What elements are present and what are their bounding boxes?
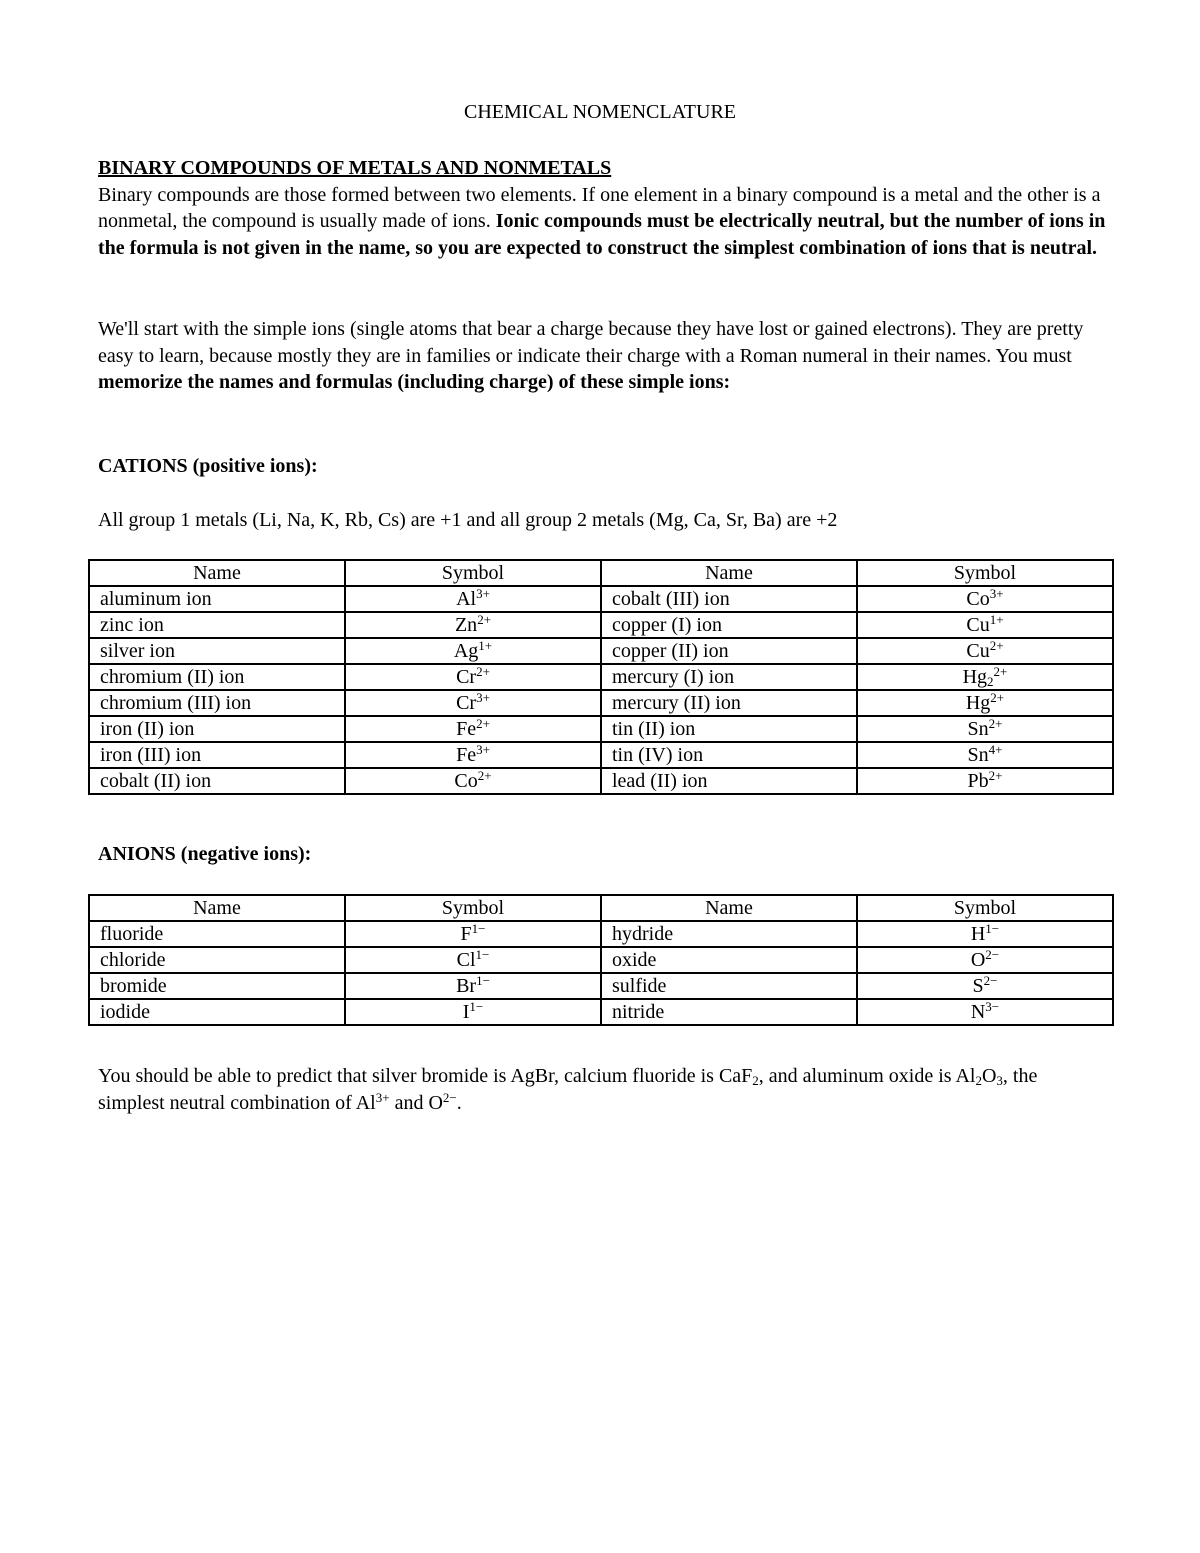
ion-name-cell: fluoride [89, 921, 345, 947]
ion-name-cell: nitride [601, 999, 857, 1025]
ion-symbol-cell [345, 638, 601, 664]
column-header-symbol: Symbol [345, 895, 601, 921]
ion-symbol-cell [857, 638, 1113, 664]
closing-text: , the simplest neutral combination of Al [98, 1065, 1038, 1114]
page-title: CHEMICAL NOMENCLATURE [463, 101, 737, 123]
cations-heading: CATIONS (positive ions): [98, 455, 318, 477]
charge-superscript: 2+ [988, 716, 1003, 731]
table-row [89, 973, 1113, 999]
ion-symbol-cell [857, 690, 1113, 716]
simple-ions-plain-text: We'll start with the simple ions (single atoms that bear a charge because they have lost or gained electrons). They are pretty easy to learn, because mostly they are in families or indicate their charge with a Roman numeral in their names. You must [98, 318, 1084, 367]
simple-ions-paragraph [98, 316, 1108, 396]
table-row [89, 612, 1113, 638]
charge-superscript: 2+ [989, 638, 1004, 653]
anions-table [88, 894, 1114, 1026]
header-row [89, 895, 1113, 921]
ion-symbol-cell [345, 742, 601, 768]
element-symbol: S [972, 975, 984, 997]
ion-symbol-cell [345, 664, 601, 690]
element-symbol: Cr [456, 692, 477, 714]
ion-name-cell: tin (II) ion [601, 716, 857, 742]
element-symbol: Pb [967, 770, 989, 792]
column-header-symbol: Symbol [857, 560, 1113, 586]
element-symbol: Hg [962, 666, 988, 688]
element-symbol: H [970, 923, 986, 945]
charge-superscript: 2+ [988, 768, 1003, 783]
charge-superscript: 1+ [989, 612, 1004, 627]
ion-symbol-cell [345, 973, 601, 999]
charge-superscript: 4+ [988, 742, 1003, 757]
charge-superscript: 2− [985, 947, 1000, 962]
charge-superscript: 1− [471, 921, 486, 936]
charge-superscript: 1− [476, 973, 490, 988]
ion-name-cell: cobalt (II) ion [89, 768, 345, 794]
element-symbol: Ag [453, 640, 479, 662]
charge-superscript: 3+ [375, 1089, 390, 1105]
ion-name-cell: copper (I) ion [601, 612, 857, 638]
element-symbol: Hg [965, 692, 991, 714]
element-symbol: N [970, 1001, 986, 1023]
charge-superscript: 2+ [476, 664, 490, 679]
charge-superscript: 3+ [989, 586, 1004, 601]
charge-superscript: 2+ [477, 768, 492, 783]
ion-name-cell: tin (IV) ion [601, 742, 857, 768]
ion-name-cell: hydride [601, 921, 857, 947]
ion-symbol-cell [857, 586, 1113, 612]
intro-bold-text: Ionic compounds must be electrically neutral, but the number of ions in the formula is not given in the name, so you are expected to construct the simplest combination of ions that is neutral. [98, 210, 1106, 260]
closing-text: , and aluminum oxide is Al [758, 1065, 976, 1087]
ion-name-cell: cobalt (III) ion [601, 586, 857, 612]
section-heading: BINARY COMPOUNDS OF METALS AND NONMETALS [98, 157, 612, 179]
ion-name-cell: oxide [601, 947, 857, 973]
element-symbol: F [460, 923, 472, 945]
ion-symbol-cell [345, 586, 601, 612]
charge-superscript: 3− [985, 999, 1000, 1014]
table-row [89, 921, 1113, 947]
table-row [89, 742, 1113, 768]
charge-superscript: 2− [983, 973, 998, 988]
header-row [89, 560, 1113, 586]
table-row [89, 586, 1113, 612]
ion-symbol-cell [857, 716, 1113, 742]
closing-text: and O [389, 1091, 443, 1114]
charge-superscript: 3+ [476, 742, 490, 757]
charge-superscript: 1− [475, 947, 490, 962]
ion-symbol-cell [345, 612, 601, 638]
element-symbol: Cu [966, 640, 990, 662]
charge-superscript: 3+ [476, 586, 490, 601]
ion-symbol-cell [857, 612, 1113, 638]
charge-superscript: 1− [985, 921, 1000, 936]
cations-note: All group 1 metals (Li, Na, K, Rb, Cs) are +1 and all group 2 metals (Mg, Ca, Sr, Ba) are +2 [98, 509, 838, 531]
closing-text: You should be able to predict that silver bromide is AgBr, calcium fluoride is CaF [98, 1065, 753, 1087]
cations-table-header [89, 560, 1113, 586]
ion-name-cell: iodide [89, 999, 345, 1025]
ion-symbol-cell [857, 664, 1113, 690]
ion-name-cell: mercury (I) ion [601, 664, 857, 690]
ion-symbol-cell [857, 947, 1113, 973]
closing-paragraph [98, 1063, 1108, 1116]
column-header-name: Name [601, 895, 857, 921]
table-row [89, 690, 1113, 716]
ion-name-cell: zinc ion [89, 612, 345, 638]
column-header-name: Name [89, 560, 345, 586]
intro-plain-text: Binary compounds are those formed between two elements. If one element in a binary compound is a metal and the other is a nonmetal, the compound is usually made of ions. [98, 183, 1101, 233]
ion-symbol-cell [345, 921, 601, 947]
cations-table-body [89, 586, 1113, 794]
section-binary-compounds [98, 155, 1108, 262]
ion-symbol-cell [345, 690, 601, 716]
charge-superscript: 1+ [478, 638, 493, 653]
ion-name-cell: silver ion [89, 638, 345, 664]
charge-superscript: 1− [469, 999, 484, 1014]
element-symbol: Co [454, 770, 478, 792]
ion-symbol-cell [345, 999, 601, 1025]
charge-superscript: 2− [442, 1089, 457, 1105]
element-symbol: O [970, 949, 986, 971]
anions-table-body [89, 921, 1113, 1025]
charge-superscript: 2+ [993, 664, 1008, 679]
anions-heading: ANIONS (negative ions): [98, 843, 312, 865]
subscript: 2 [987, 674, 994, 689]
ion-symbol-cell [345, 768, 601, 794]
element-symbol: Cu [966, 614, 990, 636]
charge-superscript: 2+ [477, 612, 492, 627]
element-symbol: Cr [456, 666, 477, 688]
table-row [89, 999, 1113, 1025]
column-header-name: Name [89, 895, 345, 921]
ion-name-cell: sulfide [601, 973, 857, 999]
closing-text: . [456, 1091, 462, 1114]
element-symbol: Cl [456, 949, 476, 971]
charge-superscript: 3+ [476, 690, 490, 705]
ion-name-cell: lead (II) ion [601, 768, 857, 794]
ion-symbol-cell [857, 999, 1113, 1025]
closing-text: O [981, 1065, 997, 1087]
ion-name-cell: aluminum ion [89, 586, 345, 612]
element-symbol: Zn [454, 614, 478, 636]
element-symbol: Br [456, 975, 477, 997]
ion-name-cell: chloride [89, 947, 345, 973]
simple-ions-bold-text: memorize the names and formulas (including charge) of these simple ions: [98, 371, 731, 394]
intro-paragraph [98, 182, 1108, 262]
ion-name-cell: chromium (II) ion [89, 664, 345, 690]
table-row [89, 638, 1113, 664]
column-header-symbol: Symbol [345, 560, 601, 586]
cations-table [88, 559, 1114, 795]
element-symbol: Fe [456, 744, 477, 766]
table-row [89, 768, 1113, 794]
table-row [89, 664, 1113, 690]
subscript: 2 [975, 1073, 982, 1088]
charge-superscript: 2+ [990, 690, 1005, 705]
charge-superscript: 2+ [476, 716, 490, 731]
ion-name-cell: bromide [89, 973, 345, 999]
ion-symbol-cell [345, 947, 601, 973]
element-symbol: Al [456, 588, 477, 610]
ion-name-cell: iron (III) ion [89, 742, 345, 768]
subscript: 3 [996, 1073, 1003, 1088]
element-symbol: Sn [967, 718, 989, 740]
table-row [89, 947, 1113, 973]
ion-symbol-cell [345, 716, 601, 742]
ion-name-cell: copper (II) ion [601, 638, 857, 664]
ion-symbol-cell [857, 742, 1113, 768]
element-symbol: Sn [967, 744, 989, 766]
column-header-name: Name [601, 560, 857, 586]
element-symbol: Fe [456, 718, 477, 740]
ion-name-cell: chromium (III) ion [89, 690, 345, 716]
element-symbol: I [462, 1001, 470, 1023]
ion-symbol-cell [857, 768, 1113, 794]
ion-name-cell: mercury (II) ion [601, 690, 857, 716]
column-header-symbol: Symbol [857, 895, 1113, 921]
ion-symbol-cell [857, 973, 1113, 999]
element-symbol: Co [966, 588, 990, 610]
subscript: 2 [752, 1073, 759, 1088]
ion-name-cell: iron (II) ion [89, 716, 345, 742]
anions-table-header [89, 895, 1113, 921]
ion-symbol-cell [857, 921, 1113, 947]
table-row [89, 716, 1113, 742]
